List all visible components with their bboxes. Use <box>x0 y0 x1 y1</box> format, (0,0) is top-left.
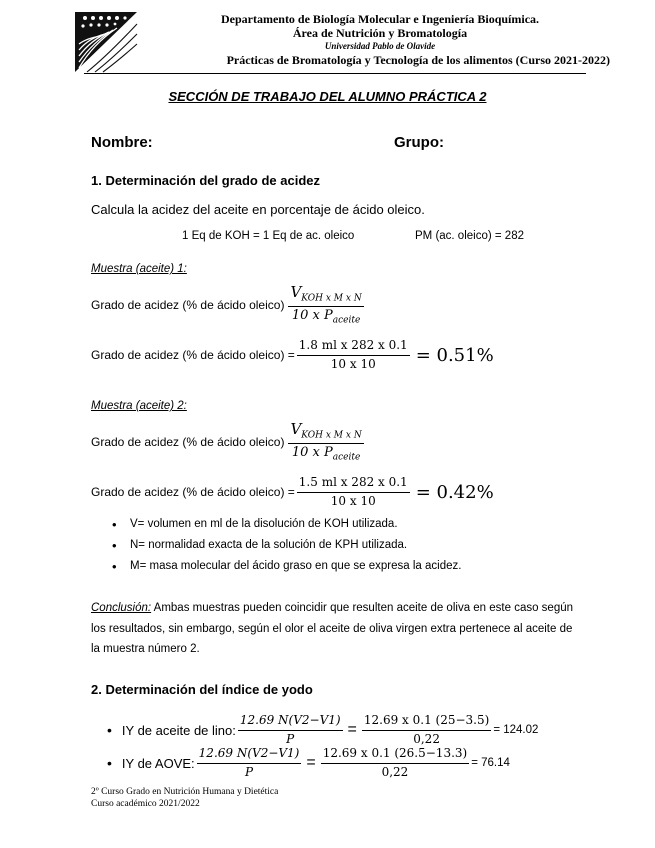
section2-heading: 2. Determinación del índice de yodo <box>91 682 313 697</box>
sample2-calc-num: 1.5 ml x 282 x 0.1 <box>297 476 410 493</box>
iodine-lino-label: IY de aceite de lino: <box>121 722 236 738</box>
sample1-formula <box>91 285 366 325</box>
course-line: Prácticas de Bromatología y Tecnología de los alimentos (Curso 2021-2022) <box>226 53 610 67</box>
conclusion-paragraph <box>91 598 581 660</box>
sample1-calc-den: 10 x 10 <box>330 356 376 371</box>
formula-num-var: V <box>290 283 302 302</box>
header-rule <box>84 73 586 74</box>
sample2-result: = 0.42% <box>415 481 494 503</box>
sample2-calc-label: Grado de acidez (% de ácido oleico) = <box>91 485 295 499</box>
sample1-calc-num: 1.8 ml x 282 x 0.1 <box>297 339 410 356</box>
grupo-label: Grupo: <box>394 134 444 151</box>
iodine-aove-label: IY de AOVE: <box>121 755 195 771</box>
sample2-formula <box>91 422 366 462</box>
sample1-formula-label: Grado de acidez (% de ácido oleico) <box>91 298 285 312</box>
department-line: Departamento de Biología Molecular e Ingeniería Bioquímica. <box>220 12 540 26</box>
iodine-aove-equals: = <box>306 754 316 771</box>
sample1-calculation <box>91 335 494 375</box>
iodine-lino-formula-num: 12.69 N(V2−V1) <box>238 714 343 731</box>
sample1-calc-label: Grado de acidez (% de ácido oleico) = <box>91 348 295 362</box>
variables-list <box>104 514 461 577</box>
formula-den-var: 10 x P <box>291 308 333 323</box>
formula-den-sub: aceite <box>332 315 361 326</box>
footer-line-2: Curso académico 2021/2022 <box>91 798 200 809</box>
list-item: • M= masa molecular del ácido graso en que se expresa la acidez. <box>104 556 461 577</box>
list-item: • V= volumen en ml de la disolución de KOH utilizada. <box>104 514 461 535</box>
formula-num-sub: KOH x M x N <box>301 430 362 441</box>
sample2-formula-label: Grado de acidez (% de ácido oleico) <box>91 435 285 449</box>
section1-heading: 1. Determinación del grado de acidez <box>91 173 321 188</box>
iodine-aove-formula-den: P <box>244 764 254 779</box>
section1-instruction: Calcula la acidez del aceite en porcentaje de ácido oleico. <box>91 202 425 217</box>
iodine-lino-values-den: 0,22 <box>413 731 440 746</box>
conclusion-label: Conclusión: <box>91 602 152 614</box>
conclusion-line-3: la muestra número 2. <box>91 643 200 655</box>
conclusion-line-1: Ambas muestras pueden coincidir que resulten aceite de oliva en este caso según <box>151 602 574 614</box>
section-title: SECCIÓN DE TRABAJO DEL ALUMNO PRÁCTICA 2 <box>168 89 487 104</box>
iodine-aove-values-num: 12.69 x 0.1 (26.5−13.3) <box>321 747 470 764</box>
equivalence-text: 1 Eq de KOH = 1 Eq de ac. oleico <box>182 230 355 242</box>
iodine-lino-row: • IY de aceite de lino: $\frac{12.69 N(V2-V1)}{P}$ = $\frac{12.69 x 0.1 (25-3.5)}{0,22}$ = 124.02 <box>107 712 539 746</box>
footer <box>91 787 278 810</box>
iodine-aove-result: = 76.14 <box>471 757 510 769</box>
iodine-aove-formula-num: 12.69 N(V2−V1) <box>197 747 302 764</box>
university-line: Universidad Pablo de Olavide <box>324 41 436 51</box>
iodine-lino-formula-den: P <box>286 731 295 746</box>
formula-den-var: 10 x P <box>291 445 333 460</box>
iodine-lino-equals: = <box>347 721 357 738</box>
iodine-lino-result: = 124.02 <box>493 724 539 736</box>
formula-den-sub: aceite <box>332 452 361 463</box>
footer-line-1: 2º Curso Grado en Nutrición Humana y Dietética <box>91 787 279 797</box>
formula-num-sub: KOH x M x N <box>301 293 362 304</box>
nombre-label: Nombre: <box>91 134 153 151</box>
iodine-aove-values-den: 0,22 <box>381 764 409 779</box>
area-line: Área de Nutrición y Bromatología <box>292 26 468 40</box>
conclusion-line-2: los resultados, sin embargo, según el olor el aceite de oliva virgen extra pertenece al aceite de <box>91 622 573 635</box>
sample2-calc-den: 10 x 10 <box>330 493 376 508</box>
formula-num-var: V <box>290 420 302 439</box>
molecular-weight-text: PM (ac. oleico) = 282 <box>415 230 524 242</box>
list-item: • N= normalidad exacta de la solución de KPH utilizada. <box>104 535 461 556</box>
iodine-aove-row: • IY de AOVE: $\frac{12.69 N(V2-V1)}{P}$ = $\frac{12.69 x 0.1 (26.5-13.3)}{0,22}$ = 76.14 <box>107 745 510 779</box>
sample2-label: Muestra (aceite) 2: <box>91 400 187 412</box>
upo-logo-icon <box>73 10 139 74</box>
sample2-calculation <box>91 472 494 512</box>
sample1-label: Muestra (aceite) 1: <box>91 263 187 275</box>
sample1-result: = 0.51% <box>415 344 494 366</box>
university-logo <box>73 10 139 74</box>
iodine-lino-values-num: 12.69 x 0.1 (25−3.5) <box>362 714 491 731</box>
